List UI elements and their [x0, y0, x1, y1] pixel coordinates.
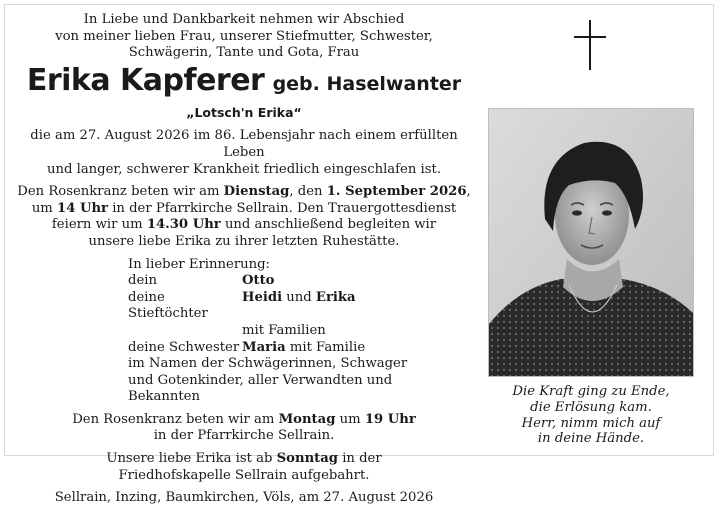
mourner-name: Erika	[315, 289, 356, 305]
relation-label: dein	[128, 273, 157, 289]
rosary-day: Montag	[278, 411, 336, 427]
deceased-name: Erika Kapferer	[26, 62, 265, 98]
memory-row-families	[128, 323, 468, 340]
funeral-text: Den Rosenkranz beten wir am	[17, 184, 224, 200]
rosary-text: um	[335, 411, 365, 427]
notice-text-column	[10, 12, 478, 513]
portrait-photo	[488, 108, 694, 377]
poem	[488, 384, 694, 447]
memory-row-stepdaughters	[128, 290, 468, 323]
deceased-name-line	[10, 62, 478, 102]
death-notice	[10, 128, 478, 178]
family-note: mit Familie	[285, 339, 366, 355]
funeral-text: ,	[466, 184, 471, 200]
mourner-name: Otto	[242, 273, 275, 289]
funeral-day: Dienstag	[223, 184, 290, 200]
service-time: 14.30 Uhr	[146, 217, 221, 233]
rosary-hour: 19 Uhr	[364, 411, 416, 427]
memory-heading: In lieber Erinnerung:	[128, 256, 270, 272]
intro-line-2: von meiner lieben Frau, unserer Stiefmutter, Schwester,	[55, 28, 433, 44]
poem-line-4: in deine Hände.	[537, 431, 645, 447]
cross-icon	[574, 20, 606, 70]
memory-row-sister	[128, 340, 468, 357]
mourner-name: Maria	[242, 339, 286, 355]
funeral-text: feiern wir um	[51, 217, 147, 233]
laid-out-text: Unsere liebe Erika ist ab	[106, 451, 277, 467]
intro-line-3: Schwägerin, Tante und Gota, Frau	[128, 45, 360, 61]
conjunction: und	[282, 289, 316, 305]
laid-out-text: in der	[338, 451, 382, 467]
families-note: mit Familien	[242, 322, 326, 338]
funeral-text: , den	[289, 184, 327, 200]
funeral-text: um	[31, 200, 58, 216]
funeral-text: in der Pfarrkirche Sellrain. Den Trauergottesdienst	[108, 200, 457, 216]
poem-line-1: Die Kraft ging zu Ende,	[512, 384, 670, 399]
rosary-text: in der Pfarrkirche Sellrain.	[153, 428, 335, 444]
in-memory-list	[128, 257, 468, 406]
memory-row-husband	[128, 273, 468, 290]
death-line-2: und langer, schwerer Krankheit friedlich eingeschlafen ist.	[46, 161, 442, 177]
intro-line-1: In Liebe und Dankbarkeit nehmen wir Abschied	[83, 12, 405, 27]
rosary-info	[10, 412, 478, 445]
relation-label: deine Stieftöchter	[128, 289, 208, 322]
intro-text	[10, 12, 478, 62]
funeral-text: und anschließend begleiten wir	[220, 217, 437, 233]
funeral-text: unsere liebe Erika zu ihrer letzten Ruhestätte.	[88, 233, 400, 249]
laid-out-day: Sonntag	[276, 451, 339, 467]
memory-others-2: und Gotenkinder, aller Verwandten und Bekannten	[128, 372, 393, 405]
rosary-time: 14 Uhr	[57, 200, 108, 216]
funeral-date: 1. September 2026	[326, 184, 467, 200]
nickname: „Lotsch'n Erika“	[186, 104, 302, 120]
poem-line-3: Herr, nimm mich auf	[521, 415, 661, 431]
place-date-footer: Sellrain, Inzing, Baumkirchen, Völs, am 27. August 2026	[54, 490, 434, 506]
maiden-name: geb. Haselwanter	[272, 72, 462, 95]
death-line-1: die am 27. August 2026 im 86. Lebensjahr nach einem erfüllten Leben	[30, 128, 458, 160]
poem-line-2: die Erlösung kam.	[530, 399, 652, 415]
relation-label: deine Schwester	[128, 339, 240, 355]
laid-out-info	[10, 451, 478, 484]
mourner-name: Heidi	[242, 289, 283, 305]
memory-others-1: im Namen der Schwägerinnen, Schwager	[128, 356, 408, 372]
rosary-text: Den Rosenkranz beten wir am	[72, 411, 279, 427]
laid-out-text: Friedhofskapelle Sellrain aufgebahrt.	[118, 467, 370, 483]
funeral-info	[10, 184, 478, 250]
